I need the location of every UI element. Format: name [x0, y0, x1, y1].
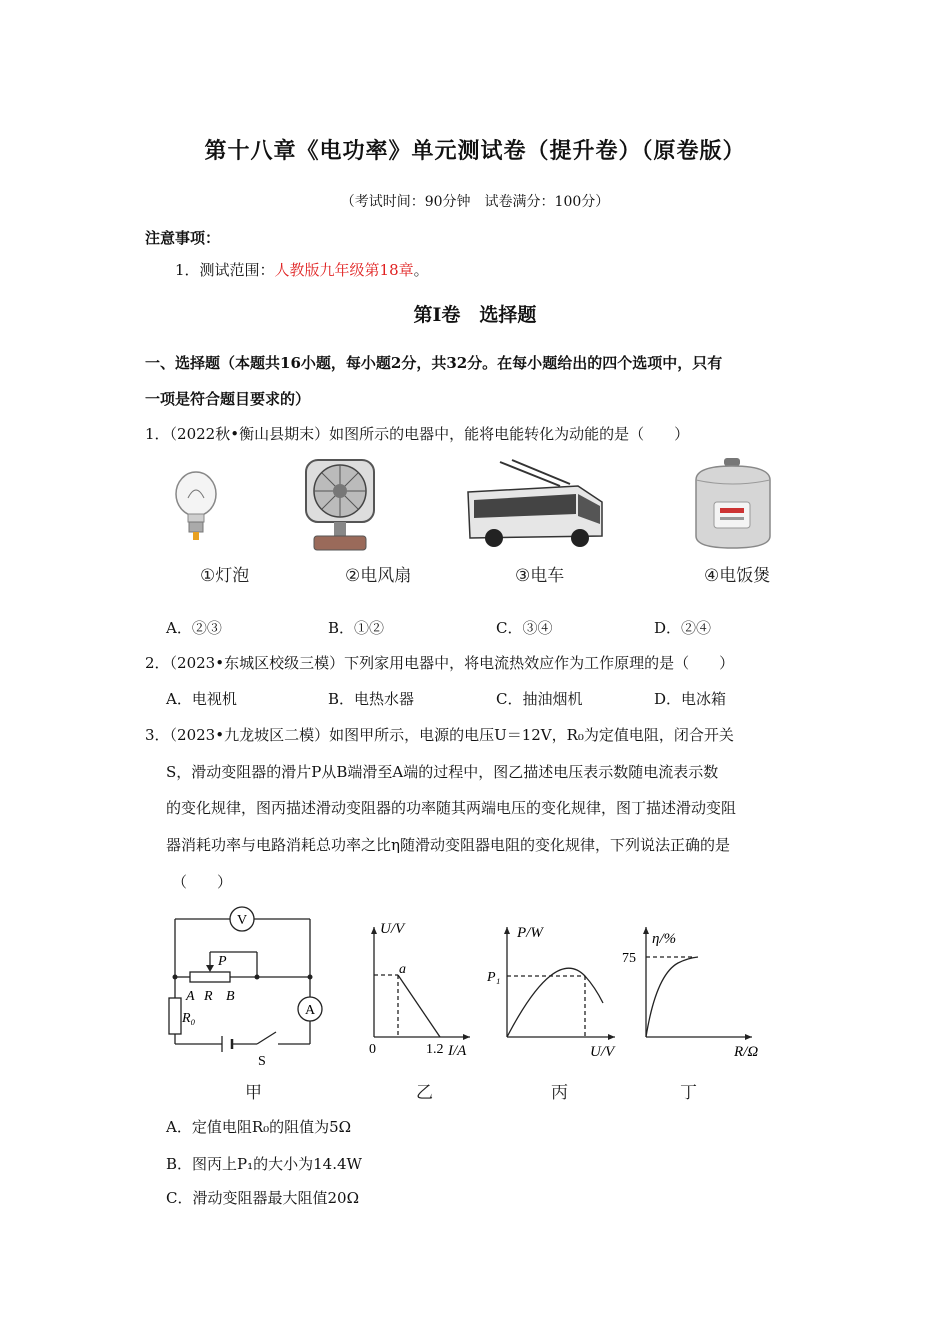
- notes-item-scope: 人教版九年级第18章: [274, 261, 414, 279]
- yi-x-tick: 1.2: [426, 1042, 444, 1057]
- ding-y-tick: 75: [622, 951, 636, 966]
- resistor-label: R: [204, 989, 213, 1004]
- bing-x-axis-label: U/V: [590, 1044, 615, 1060]
- figure-caption-ding: 丁: [680, 1083, 697, 1103]
- yi-x-axis-label: I/A: [448, 1043, 467, 1059]
- ding-y-axis-label: η/%: [652, 931, 677, 947]
- q3-line-3: 的变化规律，图丙描述滑动变阻器的功率随其两端电压的变化规律，图丁描述滑动变阻: [166, 799, 737, 817]
- q3-line-4: 器消耗功率与电路消耗总功率之比η随滑动变阻器电阻的变化规律，下列说法正确的是: [166, 836, 730, 854]
- q2-option-b[interactable]: B．电热水器: [328, 690, 415, 708]
- ammeter-label: A: [304, 1003, 316, 1018]
- end-b-label: B: [226, 989, 235, 1004]
- q3-line-1: 3．（2023•九龙坡区二模）如图甲所示，电源的电压U＝12V，R₀为定值电阻，闭合开关: [145, 726, 734, 744]
- q3-option-c[interactable]: C．滑动变阻器最大阻值20Ω: [166, 1189, 360, 1207]
- voltmeter-label: V: [236, 913, 248, 928]
- notes-item-prefix: 1．测试范围：: [175, 261, 275, 279]
- graph-ding: [620, 915, 775, 1065]
- rice-cooker-icon: [690, 458, 780, 550]
- figure-caption-jia: 甲: [245, 1083, 262, 1103]
- notes-heading: 注意事项：: [145, 229, 221, 247]
- graph-bing: [485, 915, 630, 1065]
- q1-stem: 1．（2022秋•衡山县期末）如图所示的电器中，能将电能转化为动能的是（ ）: [145, 425, 690, 443]
- notes-item-suffix: 。: [413, 261, 429, 279]
- part1-instructions-line2: 一项是符合题目要求的）: [145, 390, 311, 408]
- light-bulb-icon: [160, 468, 240, 548]
- trolley-bus-icon: [460, 458, 610, 550]
- q3-option-a[interactable]: A．定值电阻R₀的阻值为5Ω: [166, 1118, 352, 1136]
- q3-line-5: （ ）: [172, 873, 233, 891]
- q2-stem: 2．（2023•东城区校级三模）下列家用电器中，将电流热效应作为工作原理的是（ ）: [145, 654, 735, 672]
- slider-label: P: [218, 954, 227, 969]
- q1-caption-4: ④电饭煲: [704, 566, 771, 586]
- q1-option-c[interactable]: C．③④: [496, 619, 553, 637]
- graph-yi: [360, 915, 480, 1065]
- electric-fan-icon: [300, 456, 380, 554]
- section-title: 第Ⅰ卷 选择题: [413, 304, 537, 326]
- q1-caption-2: ②电风扇: [345, 566, 412, 586]
- end-a-label: A: [186, 989, 195, 1004]
- figure-caption-yi: 乙: [416, 1083, 433, 1103]
- switch-label: S: [258, 1054, 266, 1069]
- bing-y-axis-label: P/W: [517, 925, 543, 941]
- page-title: 第十八章《电功率》单元测试卷（提升卷）（原卷版）: [204, 138, 746, 164]
- q1-caption-1: ①灯泡: [200, 566, 250, 586]
- yi-y-axis-label: U/V: [380, 921, 405, 937]
- q2-option-d[interactable]: D．电冰箱: [654, 690, 727, 708]
- q2-option-a[interactable]: A．电视机: [166, 690, 237, 708]
- exam-info: （考试时间：90分钟 试卷满分：100分）: [340, 194, 610, 210]
- q1-caption-3: ③电车: [515, 566, 565, 586]
- q3-line-2: S，滑动变阻器的滑片P从B端滑至A端的过程中，图乙描述电压表示数随电流表示数: [166, 763, 719, 781]
- yi-origin: 0: [369, 1042, 376, 1057]
- q1-option-a[interactable]: A．②③: [166, 619, 222, 637]
- yi-point-a: a: [399, 962, 406, 977]
- bing-peak-label: P₁: [487, 970, 501, 985]
- q2-option-c[interactable]: C．抽油烟机: [496, 690, 583, 708]
- q1-option-d[interactable]: D．②④: [654, 619, 712, 637]
- ding-x-axis-label: R/Ω: [734, 1044, 759, 1060]
- circuit-diagram: [160, 905, 325, 1070]
- figure-caption-bing: 丙: [551, 1083, 568, 1103]
- part1-instructions-line1: 一、选择题（本题共16小题，每小题2分，共32分。在每小题给出的四个选项中，只有: [145, 354, 723, 372]
- fixed-resistor-label: R₀: [182, 1011, 196, 1026]
- q3-option-b[interactable]: B．图丙上P₁的大小为14.4W: [166, 1155, 362, 1173]
- q1-option-b[interactable]: B．①②: [328, 619, 385, 637]
- notes-item-1: [175, 260, 429, 280]
